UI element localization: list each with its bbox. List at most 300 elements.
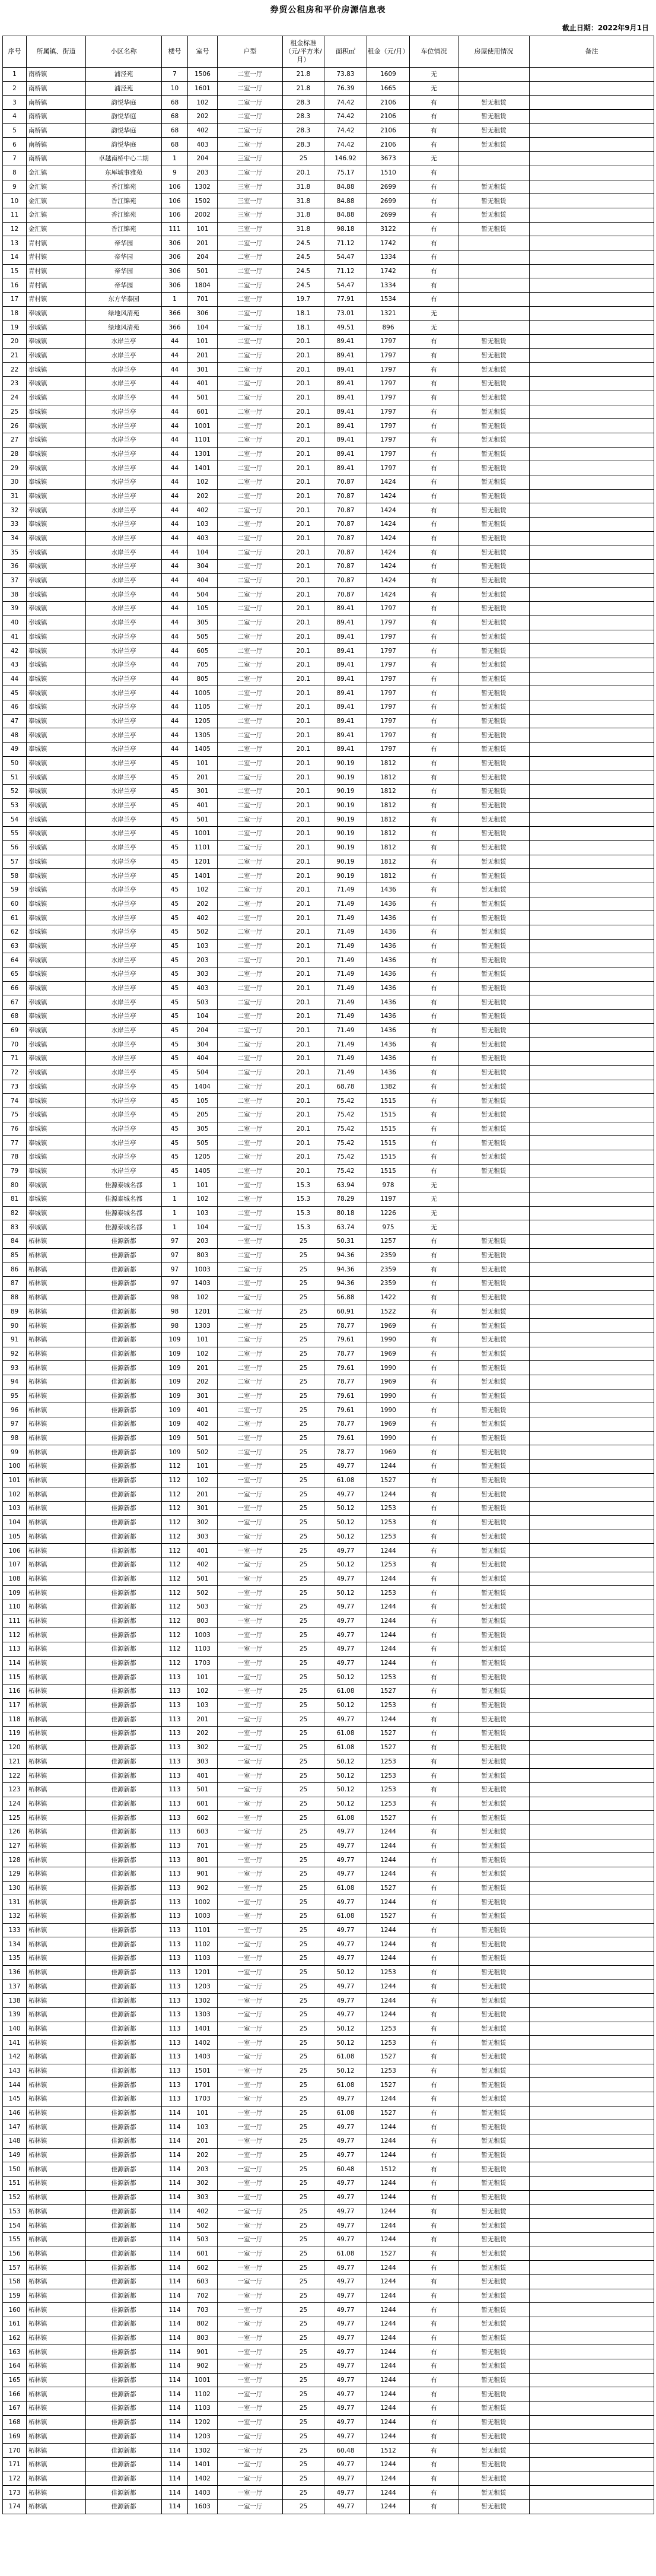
table-row <box>3 1094 654 1108</box>
cell-rent-rate: 25 <box>283 1614 324 1628</box>
cell-layout: 一室一厅 <box>218 2401 283 2416</box>
cell-rent-rate: 20.1 <box>283 1136 324 1150</box>
cell-layout: 一室一厅 <box>218 1965 283 1979</box>
cell-parking: 有 <box>410 1038 458 1052</box>
cell-rent: 1515 <box>367 1164 410 1178</box>
cell-parking: 有 <box>410 2078 458 2092</box>
cell-row-index: 58 <box>3 869 27 883</box>
cell-layout: 一室一厅 <box>218 1825 283 1839</box>
cell-usage: 暂无租赁 <box>458 2232 530 2247</box>
cell-remarks <box>530 1460 654 1474</box>
cell-layout: 一室一厅 <box>218 2007 283 2022</box>
cell-usage: 暂无租赁 <box>458 1136 530 1150</box>
cell-building: 114 <box>162 2457 188 2472</box>
cell-rent-rate: 25 <box>283 2345 324 2359</box>
cell-rent-rate: 20.1 <box>283 560 324 574</box>
cell-usage: 暂无租赁 <box>458 1544 530 1558</box>
cell-layout: 二室一厅 <box>218 658 283 672</box>
cell-area: 90.19 <box>324 813 367 827</box>
table-row <box>3 166 654 180</box>
cell-remarks <box>530 335 654 349</box>
cell-town: 奉城镇 <box>27 321 86 335</box>
cell-row-index: 79 <box>3 1164 27 1178</box>
cell-parking: 有 <box>410 138 458 152</box>
cell-parking: 有 <box>410 2106 458 2120</box>
cell-community: 水岸兰亭 <box>86 1094 162 1108</box>
cell-rent: 1424 <box>367 573 410 588</box>
cell-usage: 暂无租赁 <box>458 1460 530 1474</box>
cell-rent-rate: 20.1 <box>283 840 324 855</box>
cell-building: 113 <box>162 1755 188 1769</box>
cell-building: 111 <box>162 222 188 236</box>
cell-town: 奉城镇 <box>27 897 86 911</box>
cell-room: 202 <box>188 1375 218 1389</box>
cell-row-index: 9 <box>3 180 27 194</box>
cell-usage <box>458 264 530 278</box>
cell-room: 301 <box>188 785 218 799</box>
cell-building: 113 <box>162 1853 188 1867</box>
cell-area: 74.42 <box>324 123 367 138</box>
cell-area: 49.77 <box>324 1487 367 1502</box>
cell-community: 水岸兰亭 <box>86 531 162 545</box>
cell-usage: 暂无租赁 <box>458 700 530 714</box>
cell-rent: 1244 <box>367 2387 410 2401</box>
cell-parking: 有 <box>410 166 458 180</box>
cell-town: 奉城镇 <box>27 391 86 405</box>
cell-rent: 1244 <box>367 1712 410 1727</box>
table-body <box>3 68 654 2514</box>
cell-rent-rate: 25 <box>283 2050 324 2064</box>
cell-usage: 暂无租赁 <box>458 447 530 461</box>
cell-parking: 有 <box>410 1937 458 1952</box>
cell-usage: 暂无租赁 <box>458 1122 530 1136</box>
cell-rent-rate: 20.1 <box>283 518 324 532</box>
cell-building: 306 <box>162 278 188 293</box>
cell-building: 114 <box>162 2401 188 2416</box>
cell-rent: 1244 <box>367 2457 410 2472</box>
cell-row-index: 18 <box>3 306 27 321</box>
cell-usage: 暂无租赁 <box>458 363 530 377</box>
cell-area: 50.12 <box>324 1769 367 1783</box>
table-row <box>3 1656 654 1670</box>
cell-usage: 暂无租赁 <box>458 2190 530 2204</box>
table-row <box>3 588 654 602</box>
cell-usage: 暂无租赁 <box>458 2204 530 2219</box>
cell-room: 1001 <box>188 419 218 433</box>
table-row <box>3 1389 654 1403</box>
cell-row-index: 77 <box>3 1136 27 1150</box>
cell-layout: 二室一厅 <box>218 377 283 391</box>
cell-town: 柘林镇 <box>27 1881 86 1895</box>
cell-town: 奉城镇 <box>27 967 86 982</box>
cell-row-index: 126 <box>3 1825 27 1839</box>
cell-building: 45 <box>162 1108 188 1122</box>
cell-town: 奉城镇 <box>27 461 86 475</box>
cell-town: 柘林镇 <box>27 1333 86 1347</box>
cell-town: 柘林镇 <box>27 1952 86 1966</box>
table-row <box>3 348 654 363</box>
cell-rent-rate: 25 <box>283 1375 324 1389</box>
cell-parking: 无 <box>410 81 458 96</box>
cell-building: 366 <box>162 306 188 321</box>
cell-remarks <box>530 68 654 82</box>
cell-building: 112 <box>162 1628 188 1642</box>
cell-building: 97 <box>162 1235 188 1249</box>
cell-layout: 一室一厅 <box>218 1994 283 2008</box>
cell-rent: 1436 <box>367 1010 410 1024</box>
cell-area: 89.41 <box>324 602 367 616</box>
cell-parking: 有 <box>410 1445 458 1460</box>
cell-parking: 有 <box>410 2232 458 2247</box>
cell-room: 203 <box>188 2162 218 2177</box>
cell-layout: 二室一厅 <box>218 1431 283 1445</box>
cell-community: 水岸兰亭 <box>86 967 162 982</box>
cell-remarks <box>530 1248 654 1262</box>
cell-parking: 有 <box>410 1290 458 1305</box>
cell-building: 114 <box>162 2303 188 2317</box>
cell-usage: 暂无租赁 <box>458 602 530 616</box>
col-header-index: 序号 <box>3 36 27 68</box>
cell-building: 113 <box>162 1727 188 1741</box>
cell-remarks <box>530 1937 654 1952</box>
cell-community: 佳源新都 <box>86 1698 162 1712</box>
cell-town: 柘林镇 <box>27 2359 86 2374</box>
cell-room: 101 <box>188 222 218 236</box>
cell-community: 佳源新都 <box>86 1881 162 1895</box>
cell-area: 61.08 <box>324 1740 367 1755</box>
table-row <box>3 1952 654 1966</box>
cell-room: 101 <box>188 1670 218 1684</box>
cell-usage: 暂无租赁 <box>458 2092 530 2107</box>
cell-layout: 一室一厅 <box>218 2134 283 2149</box>
cell-building: 113 <box>162 1952 188 1966</box>
cell-usage: 暂无租赁 <box>458 475 530 489</box>
cell-row-index: 114 <box>3 1656 27 1670</box>
cell-layout: 一室一厅 <box>218 1656 283 1670</box>
cell-layout: 一室一厅 <box>218 2359 283 2374</box>
cell-rent-rate: 25 <box>283 1544 324 1558</box>
cell-row-index: 150 <box>3 2162 27 2177</box>
cell-parking: 有 <box>410 2429 458 2444</box>
cell-remarks <box>530 2177 654 2191</box>
cell-town: 奉城镇 <box>27 813 86 827</box>
cell-area: 49.77 <box>324 1895 367 1909</box>
cell-room: 104 <box>188 1220 218 1235</box>
cell-area: 61.08 <box>324 1909 367 1924</box>
cell-rent-rate: 25 <box>283 1782 324 1797</box>
cell-area: 49.77 <box>324 2373 367 2387</box>
cell-rent-rate: 20.1 <box>283 770 324 785</box>
cell-usage: 暂无租赁 <box>458 1473 530 1487</box>
cell-community: 佳源新都 <box>86 1923 162 1937</box>
cell-remarks <box>530 1656 654 1670</box>
cell-remarks <box>530 1277 654 1291</box>
cell-town: 柘林镇 <box>27 1544 86 1558</box>
cell-building: 45 <box>162 785 188 799</box>
cell-remarks <box>530 1544 654 1558</box>
cell-area: 89.41 <box>324 728 367 743</box>
cell-rent: 1253 <box>367 1698 410 1712</box>
cell-usage: 暂无租赁 <box>458 1923 530 1937</box>
cell-room: 205 <box>188 1108 218 1122</box>
cell-row-index: 88 <box>3 1290 27 1305</box>
col-header-layout: 户型 <box>218 36 283 68</box>
cell-area: 49.77 <box>324 2007 367 2022</box>
cell-layout: 二室一厅 <box>218 573 283 588</box>
cell-town: 奉城镇 <box>27 616 86 630</box>
cell-parking: 有 <box>410 1769 458 1783</box>
table-row <box>3 1600 654 1614</box>
cell-room: 304 <box>188 1038 218 1052</box>
table-row <box>3 1248 654 1262</box>
cell-building: 1 <box>162 1178 188 1192</box>
cell-usage: 暂无租赁 <box>458 2401 530 2416</box>
cell-row-index: 166 <box>3 2387 27 2401</box>
cell-building: 114 <box>162 2204 188 2219</box>
cell-building: 1 <box>162 1192 188 1207</box>
table-row <box>3 939 654 953</box>
cell-row-index: 147 <box>3 2120 27 2134</box>
cell-remarks <box>530 1375 654 1389</box>
cell-town: 奉城镇 <box>27 686 86 700</box>
cell-town: 南桥镇 <box>27 152 86 166</box>
cell-community: 水岸兰亭 <box>86 616 162 630</box>
table-row <box>3 321 654 335</box>
table-row <box>3 813 654 827</box>
cell-row-index: 83 <box>3 1220 27 1235</box>
cell-layout: 一室一厅 <box>218 1937 283 1952</box>
cell-remarks <box>530 1023 654 1038</box>
cell-remarks <box>530 1952 654 1966</box>
cell-remarks <box>530 138 654 152</box>
cell-community: 水岸兰亭 <box>86 714 162 728</box>
cell-usage: 暂无租赁 <box>458 2444 530 2458</box>
cell-rent-rate: 31.8 <box>283 222 324 236</box>
cell-parking: 有 <box>410 644 458 658</box>
cell-remarks <box>530 1473 654 1487</box>
cell-layout: 二室一厅 <box>218 461 283 475</box>
cell-building: 114 <box>162 2148 188 2162</box>
cell-row-index: 170 <box>3 2444 27 2458</box>
cell-rent: 1253 <box>367 1965 410 1979</box>
cell-parking: 有 <box>410 264 458 278</box>
cell-building: 45 <box>162 925 188 939</box>
cell-town: 柘林镇 <box>27 2444 86 2458</box>
cell-town: 柘林镇 <box>27 1923 86 1937</box>
cell-building: 114 <box>162 2247 188 2261</box>
cell-rent-rate: 25 <box>283 2261 324 2275</box>
cell-layout: 一室一厅 <box>218 1895 283 1909</box>
table-row <box>3 1375 654 1389</box>
cell-building: 112 <box>162 1473 188 1487</box>
table-row <box>3 2415 654 2429</box>
cell-parking: 有 <box>410 855 458 869</box>
cell-row-index: 26 <box>3 419 27 433</box>
table-row <box>3 1445 654 1460</box>
cell-parking: 有 <box>410 531 458 545</box>
cell-building: 109 <box>162 1403 188 1417</box>
cell-rent-rate: 20.1 <box>283 798 324 813</box>
cell-area: 84.88 <box>324 208 367 222</box>
cell-layout: 一室一厅 <box>218 1811 283 1825</box>
cell-town: 柘林镇 <box>27 1487 86 1502</box>
cell-community: 水岸兰亭 <box>86 981 162 995</box>
cell-rent: 1244 <box>367 1614 410 1628</box>
cell-room: 102 <box>188 475 218 489</box>
cell-parking: 有 <box>410 1811 458 1825</box>
cell-building: 45 <box>162 1038 188 1052</box>
cell-parking: 有 <box>410 588 458 602</box>
cell-rent: 1436 <box>367 925 410 939</box>
cell-town: 柘林镇 <box>27 1431 86 1445</box>
cell-remarks <box>530 798 654 813</box>
cell-area: 70.87 <box>324 573 367 588</box>
cell-rent-rate: 25 <box>283 1937 324 1952</box>
cell-rent-rate: 25 <box>283 1319 324 1333</box>
cell-building: 113 <box>162 1670 188 1684</box>
cell-community: 水岸兰亭 <box>86 743 162 757</box>
cell-rent-rate: 20.1 <box>283 166 324 180</box>
cell-area: 79.61 <box>324 1389 367 1403</box>
cell-remarks <box>530 1797 654 1811</box>
cell-rent: 1244 <box>367 2331 410 2345</box>
cell-rent-rate: 20.1 <box>283 869 324 883</box>
table-row <box>3 545 654 560</box>
cell-parking: 有 <box>410 110 458 124</box>
cell-community: 佳源新都 <box>86 2036 162 2050</box>
cell-room: 403 <box>188 981 218 995</box>
cell-usage: 暂无租赁 <box>458 1670 530 1684</box>
table-row <box>3 925 654 939</box>
cell-layout: 三室一厅 <box>218 222 283 236</box>
cell-area: 49.77 <box>324 1839 367 1853</box>
cell-remarks <box>530 2472 654 2486</box>
cell-area: 61.08 <box>324 1727 367 1741</box>
cell-usage: 暂无租赁 <box>458 138 530 152</box>
cell-town: 柘林镇 <box>27 2401 86 2416</box>
cell-layout: 三室一厅 <box>218 180 283 194</box>
cell-room: 301 <box>188 1389 218 1403</box>
cell-usage: 暂无租赁 <box>458 518 530 532</box>
cell-row-index: 59 <box>3 883 27 897</box>
cell-area: 75.17 <box>324 166 367 180</box>
cell-building: 68 <box>162 110 188 124</box>
cell-remarks <box>530 2148 654 2162</box>
cell-layout: 二室一厅 <box>218 981 283 995</box>
cell-rent-rate: 18.1 <box>283 306 324 321</box>
cell-parking: 有 <box>410 1909 458 1924</box>
cell-remarks <box>530 588 654 602</box>
cell-area: 89.41 <box>324 419 367 433</box>
cell-area: 49.77 <box>324 2401 367 2416</box>
table-row <box>3 1544 654 1558</box>
cell-usage: 暂无租赁 <box>458 2331 530 2345</box>
table-row <box>3 2007 654 2022</box>
cell-layout: 二室一厅 <box>218 419 283 433</box>
table-row <box>3 686 654 700</box>
cell-area: 71.49 <box>324 911 367 925</box>
cell-community: 佳源新都 <box>86 2499 162 2514</box>
cell-community: 水岸兰亭 <box>86 461 162 475</box>
cell-town: 柘林镇 <box>27 1361 86 1375</box>
cell-area: 71.49 <box>324 1065 367 1080</box>
cell-usage: 暂无租赁 <box>458 1065 530 1080</box>
cell-row-index: 15 <box>3 264 27 278</box>
cell-room: 1102 <box>188 1937 218 1952</box>
cell-town: 柘林镇 <box>27 2204 86 2219</box>
cell-town: 柘林镇 <box>27 2148 86 2162</box>
cell-layout: 二室一厅 <box>218 489 283 503</box>
cell-rent: 896 <box>367 321 410 335</box>
cell-town: 柘林镇 <box>27 2106 86 2120</box>
cell-remarks <box>530 2190 654 2204</box>
table-row <box>3 1895 654 1909</box>
cell-layout: 一室一厅 <box>218 1473 283 1487</box>
cell-room: 1101 <box>188 1923 218 1937</box>
cell-parking: 有 <box>410 616 458 630</box>
cell-parking: 有 <box>410 1502 458 1516</box>
cell-area: 70.87 <box>324 475 367 489</box>
cell-area: 79.61 <box>324 1361 367 1375</box>
cell-usage: 暂无租赁 <box>458 1052 530 1066</box>
cell-rent-rate: 25 <box>283 1895 324 1909</box>
cell-town: 柘林镇 <box>27 2274 86 2289</box>
cell-layout: 二室一厅 <box>218 138 283 152</box>
cell-row-index: 84 <box>3 1235 27 1249</box>
cell-room: 302 <box>188 2177 218 2191</box>
cell-row-index: 116 <box>3 1684 27 1699</box>
cell-rent-rate: 25 <box>283 1755 324 1769</box>
cell-row-index: 144 <box>3 2078 27 2092</box>
cell-remarks <box>530 293 654 307</box>
cell-rent: 1990 <box>367 1361 410 1375</box>
cell-row-index: 55 <box>3 827 27 841</box>
cell-building: 114 <box>162 2134 188 2149</box>
cell-layout: 一室一厅 <box>218 2106 283 2120</box>
cell-layout: 一室一厅 <box>218 1698 283 1712</box>
cell-layout: 三室一厅 <box>218 152 283 166</box>
cell-rent: 1226 <box>367 1206 410 1220</box>
cell-remarks <box>530 1192 654 1207</box>
cell-remarks <box>530 2499 654 2514</box>
cell-rent: 1253 <box>367 1557 410 1572</box>
cell-town: 奉城镇 <box>27 925 86 939</box>
cell-community: 佳源新都 <box>86 1262 162 1277</box>
cell-rent: 1253 <box>367 1515 410 1530</box>
cell-row-index: 56 <box>3 840 27 855</box>
cell-parking: 有 <box>410 2036 458 2050</box>
cell-room: 102 <box>188 1684 218 1699</box>
cell-rent-rate: 25 <box>283 2247 324 2261</box>
table-row <box>3 728 654 743</box>
cell-town: 柘林镇 <box>27 2345 86 2359</box>
cell-area: 75.42 <box>324 1164 367 1178</box>
cell-remarks <box>530 1235 654 1249</box>
cell-rent: 2106 <box>367 110 410 124</box>
col-header-community: 小区名称 <box>86 36 162 68</box>
cell-parking: 有 <box>410 1122 458 1136</box>
cell-rent: 1969 <box>367 1445 410 1460</box>
cell-area: 71.49 <box>324 953 367 967</box>
cell-community: 水岸兰亭 <box>86 911 162 925</box>
table-row <box>3 447 654 461</box>
cell-community: 韵悦华庭 <box>86 110 162 124</box>
table-row <box>3 475 654 489</box>
cell-row-index: 66 <box>3 981 27 995</box>
cell-parking: 有 <box>410 1530 458 1544</box>
cell-remarks <box>530 630 654 644</box>
cell-room: 501 <box>188 1431 218 1445</box>
